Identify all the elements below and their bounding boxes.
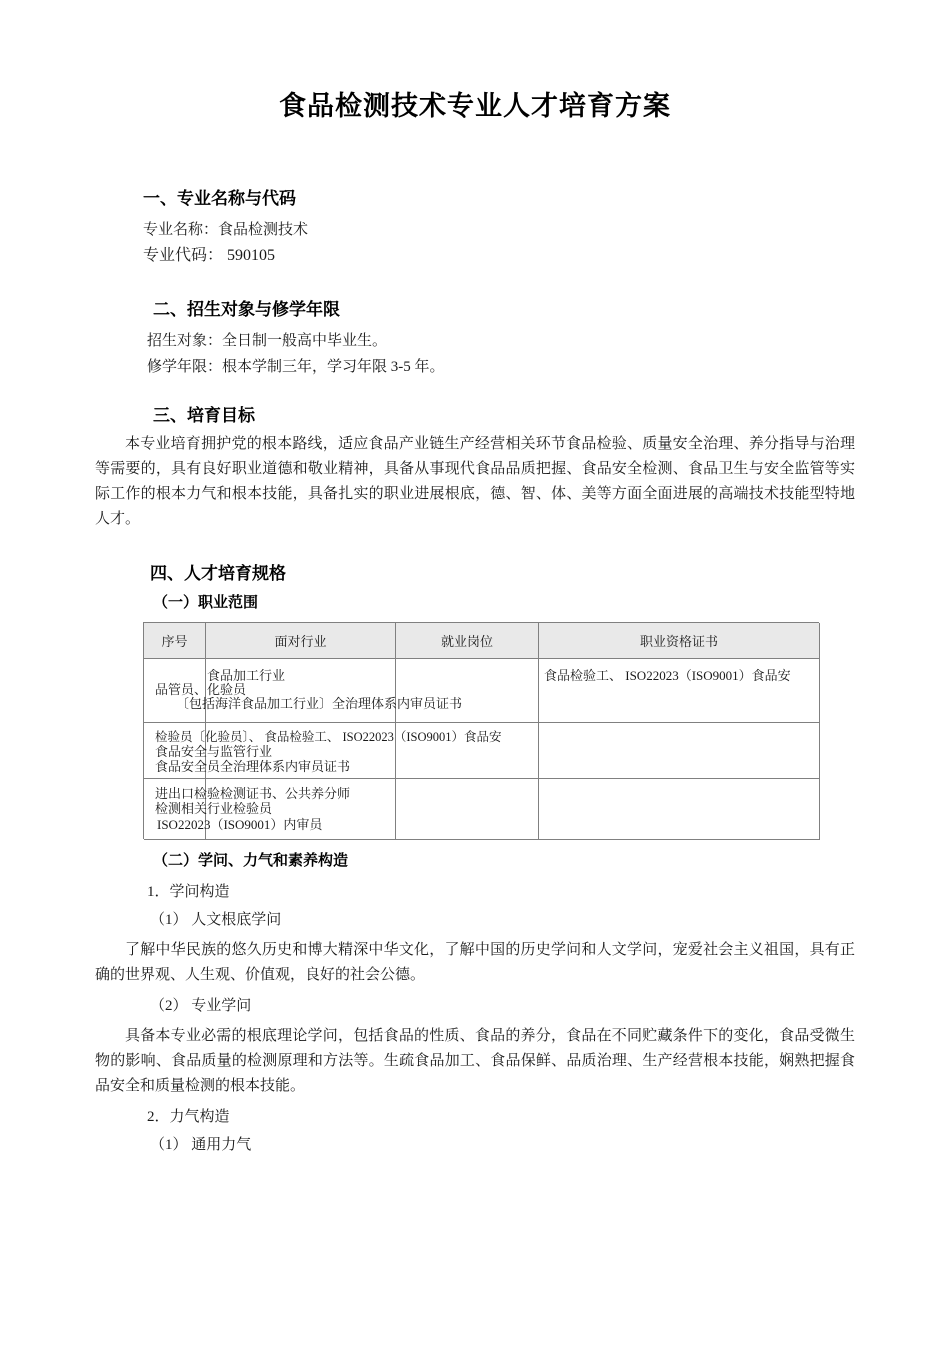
table-header-industry: 面对行业: [206, 623, 396, 659]
section-4-heading: 四、人才培育规格: [150, 564, 286, 583]
training-goal-paragraph: 本专业培育拥护党的根本路线，适应食品产业链生产经营相关环节食品检验、质量安全治理、养分指导与治理等需要的，具有良好职业道德和敬业精神，具备从事现代食品品质把握、食品安全检测、食品卫生与安全监管等实际工作的根本力气和根本技能，具备扎实的职业进展根底，德、智、体、美等方面全面进展的高端技术技能型特地人才。: [95, 436, 855, 527]
humanities-knowledge-paragraph: 了解中华民族的悠久历史和博大精深中华文化，了解中国的历史学问和人文学问，宠爱社会主义祖国，具有正确的世界观、人生观、价值观，良好的社会公德。: [95, 942, 855, 983]
row1-certificate-text: 食品检验工、 ISO22023（ISO9001）食品安: [544, 668, 791, 683]
major-name-line: 专业名称：食品检测技术: [143, 222, 309, 238]
row3-line1-text: 进出口检验检测证书、公共养分师: [155, 786, 351, 801]
row1-note-text: 〔包括海洋食品加工行业〕全治理体系内审员证书: [176, 696, 463, 711]
table-cell-empty: [396, 659, 539, 723]
row3-line2-text: 检测相关行业检验员: [155, 801, 273, 816]
study-duration-line: 修学年限：根本学制三年，学习年限 3-5 年。: [147, 359, 445, 375]
section-1-heading: 一、专业名称与代码: [143, 189, 296, 208]
humanities-knowledge-item: （1） 人文根底学问: [150, 912, 282, 928]
document-title: 食品检测技术专业人才培育方案: [279, 91, 671, 121]
enrollment-target-line: 招生对象：全日制一般高中毕业生。: [147, 333, 388, 349]
row1-industry-text: 食品加工行业: [207, 668, 286, 683]
ability-structure-item: 2．力气构造: [147, 1109, 230, 1125]
table-cell-empty: [539, 723, 820, 779]
professional-knowledge-item: （2） 专业学问: [150, 998, 252, 1014]
occupation-scope-table: [143, 622, 819, 839]
table-cell-empty: [396, 779, 539, 840]
table-header-certificate: 职业资格证书: [539, 623, 820, 659]
general-ability-item: （1） 通用力气: [150, 1137, 252, 1153]
major-code-line: 专业代码： 590105: [143, 247, 276, 264]
table-cell-empty: [539, 779, 820, 840]
knowledge-structure-item: 1．学问构造: [147, 884, 230, 900]
occupation-scope-heading: （一）职业范围: [153, 594, 259, 611]
knowledge-ability-heading: （二）学问、力气和素养构造: [153, 852, 349, 869]
table-header-seq: 序号: [144, 623, 206, 659]
section-3-heading: 三、培育目标: [153, 406, 255, 425]
document-body: [0, 187, 950, 1159]
table-header-position: 就业岗位: [396, 623, 539, 659]
row2-line1-text: 检验员〔化验员〕、 食品检验工、 ISO22023（ISO9001）食品安: [155, 730, 502, 744]
row2-line2-text: 食品安全与监管行业: [155, 744, 273, 759]
professional-knowledge-paragraph: 具备本专业必需的根底理论学问，包括食品的性质、食品的养分，食品在不同贮藏条件下的变化，食品受微生物的影响、食品质量的检测原理和方法等。生疏食品加工、食品保鲜、品质治理、生产经营根本技能，娴熟把握食品安全和质量检测的根本技能。: [95, 1028, 855, 1094]
row3-line3-text: ISO22023（ISO9001）内审员: [157, 817, 323, 832]
row2-line3-text: 食品安全员全治理体系内审员证书: [155, 759, 351, 774]
row1-position-text: 品管员、化验员: [155, 682, 247, 697]
section-2-heading: 二、招生对象与修学年限: [153, 300, 340, 319]
